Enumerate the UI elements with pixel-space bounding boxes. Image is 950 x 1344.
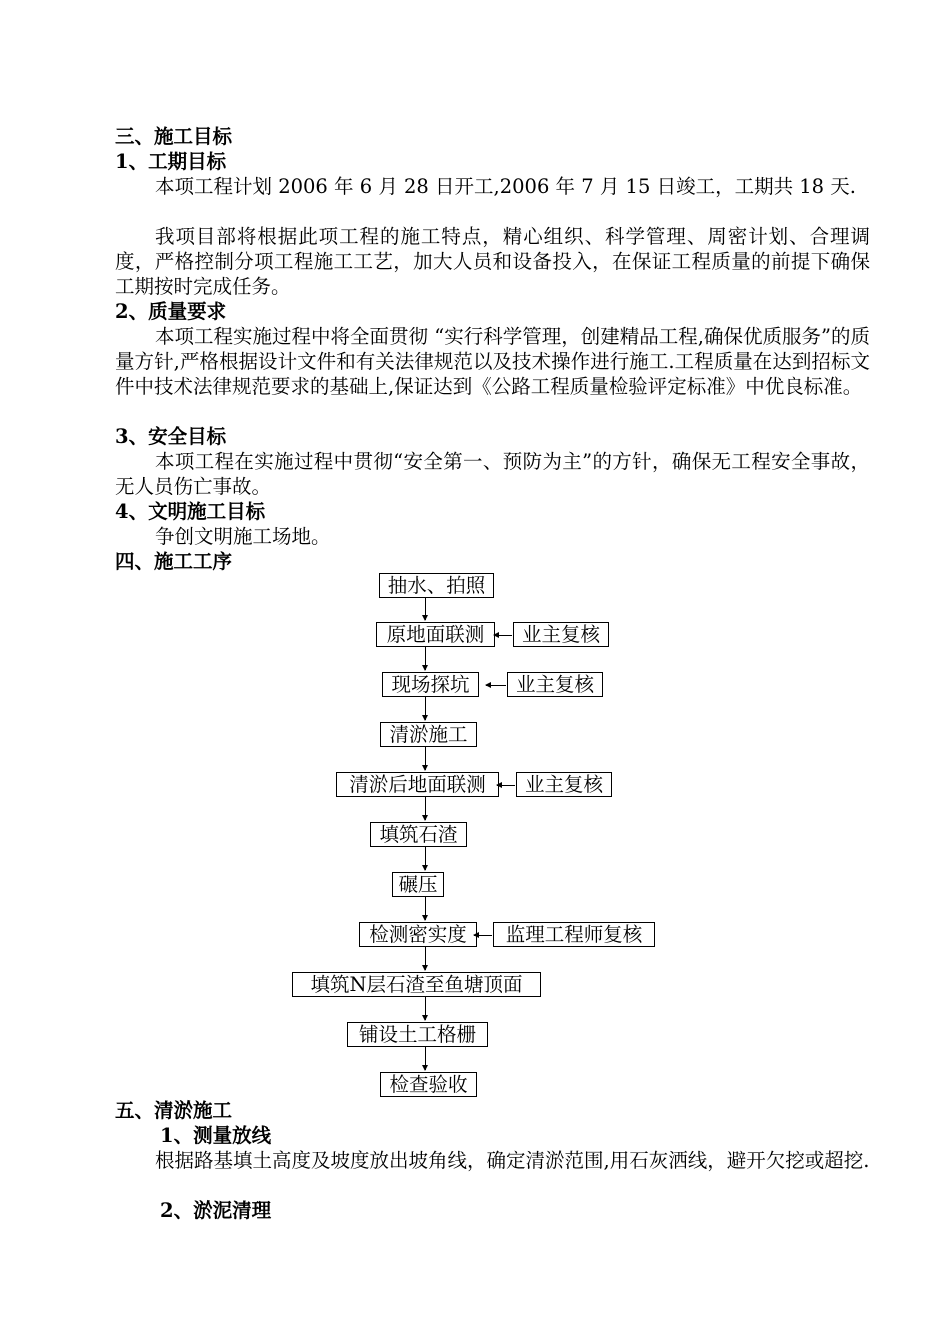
flow-arrow-down [425, 947, 426, 970]
section-5-1-paragraph: 根据路基填土高度及坡度放出坡角线，确定清淤范围,用石灰洒线，避开欠挖或超挖. [155, 1149, 870, 1172]
flow-arrow-left [486, 685, 506, 686]
section-3-3-paragraph: 本项工程在实施过程中贯彻“安全第一、预防为主”的方针，确保无工程安全事故，无人员伤亡事故。 [115, 450, 870, 498]
flow-step-9: 填筑N层石渣至鱼塘顶面 [292, 972, 541, 997]
flow-arrow-down [425, 897, 426, 920]
flow-arrow-left [497, 785, 515, 786]
flow-arrow-down [425, 747, 426, 770]
flow-arrow-left [494, 635, 512, 636]
section-3-4-paragraph: 争创文明施工场地。 [155, 525, 331, 548]
flow-check-3: 业主复核 [516, 772, 612, 797]
flow-arrow-down [425, 647, 426, 670]
section-4-title: 四、施工工序 [115, 550, 233, 573]
flow-check-1: 业主复核 [513, 622, 609, 647]
section-3-4-title: 4、文明施工目标 [115, 500, 266, 523]
section-5-2-title: 2、淤泥清理 [160, 1199, 272, 1222]
flow-arrow-down [425, 797, 426, 820]
flow-step-4: 清淤施工 [380, 722, 477, 747]
section-3-3-title: 3、安全目标 [115, 425, 227, 448]
flow-arrow-left [474, 935, 492, 936]
section-3-title: 三、施工目标 [115, 125, 233, 148]
flow-arrow-down [425, 997, 426, 1020]
flow-step-1: 抽水、拍照 [379, 573, 494, 598]
flow-step-5: 清淤后地面联测 [336, 772, 499, 797]
flow-step-10: 铺设土工格栅 [347, 1022, 488, 1047]
flow-arrow-down [425, 847, 426, 870]
flow-step-7: 碾压 [392, 872, 444, 897]
section-3-2-paragraph: 本项工程实施过程中将全面贯彻 “实行科学管理，创建精品工程,确保优质服务”的质量方针,严格根据设计文件和有关法律规范以及技术操作进行施工.工程质量在达到招标文件中技术法律规范要求的基础上,保证达到《公路工程质量检验评定标准》中优良标准。 [115, 325, 870, 398]
section-3-1-paragraph-2: 我项目部将根据此项工程的施工特点，精心组织、科学管理、周密计划、合理调度，严格控制分项工程施工工艺，加大人员和设备投入，在保证工程质量的前提下确保工期按时完成任务。 [115, 225, 870, 298]
section-3-1-title: 1、工期目标 [115, 150, 227, 173]
section-3-2-title: 2、质量要求 [115, 300, 227, 323]
flow-step-2: 原地面联测 [376, 622, 495, 647]
flow-step-11: 检查验收 [380, 1072, 477, 1097]
section-3-1-paragraph-1: 本项工程计划 2006 年 6 月 28 日开工,2006 年 7 月 15 日竣工，工期共 18 天. [155, 175, 856, 198]
section-5-1-title: 1、测量放线 [160, 1124, 272, 1147]
flow-arrow-down [425, 697, 426, 720]
flow-step-3: 现场探坑 [382, 672, 479, 697]
flow-check-4: 监理工程师复核 [493, 922, 655, 947]
flow-arrow-down [425, 1047, 426, 1070]
flow-step-8: 检测密实度 [359, 922, 477, 947]
flow-step-6: 填筑石渣 [370, 822, 467, 847]
flow-arrow-down [425, 598, 426, 620]
section-5-title: 五、清淤施工 [115, 1099, 233, 1122]
flow-check-2: 业主复核 [507, 672, 603, 697]
